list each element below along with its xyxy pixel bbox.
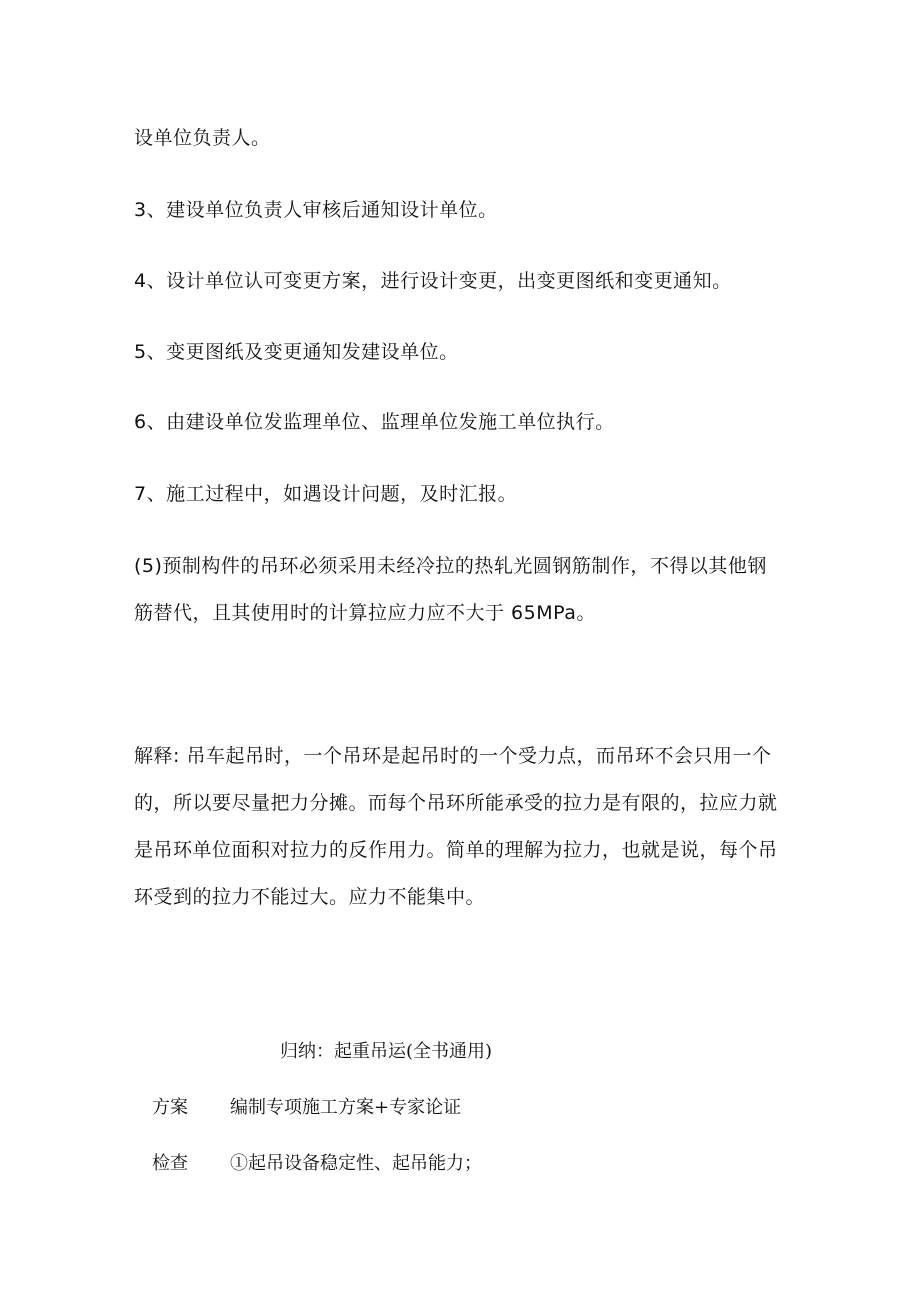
explanation-line: 是吊环单位面积对拉力的反作用力。简单的理解为拉力，也就是说，每个吊 [134, 839, 778, 861]
explanation-paragraph [134, 744, 794, 932]
summary-row-plan [0, 1096, 920, 1120]
explanation-line: 环受到的拉力不能过大。应力不能集中。 [134, 886, 486, 908]
body-line-step-4: 4、设计单位认可变更方案，进行设计变更，出变更图纸和变更通知。 [134, 270, 732, 292]
body-line-step-6: 6、由建设单位发监理单位、监理单位发施工单位执行。 [134, 411, 615, 433]
summary-row-label: 检查 [152, 1153, 188, 1174]
summary-title: 归纳：起重吊运(全书通用) [280, 1041, 493, 1062]
summary-row-value: 编制专项施工方案+专家论证 [230, 1097, 462, 1118]
explanation-line: 的，所以要尽量把力分摊。而每个吊环所能承受的拉力是有限的，拉应力就 [134, 792, 778, 814]
body-line-step-5: 5、变更图纸及变更通知发建设单位。 [134, 341, 459, 363]
clause-5-line: (5)预制构件的吊环必须采用未经冷拉的热轧光圆钢筋制作，不得以其他钢 [134, 555, 767, 577]
summary-row-label: 方案 [152, 1097, 188, 1118]
explanation-line: 解释: 吊车起吊时，一个吊环是起吊时的一个受力点，而吊环不会只用一个 [134, 745, 772, 767]
summary-row-check [0, 1152, 920, 1176]
body-line-step-7: 7、施工过程中，如遇设计问题，及时汇报。 [134, 483, 518, 505]
body-line-continuation: 设单位负责人。 [134, 127, 271, 149]
clause-5-paragraph [134, 554, 794, 648]
summary-row-value: ①起吊设备稳定性、起吊能力； [230, 1153, 482, 1174]
body-line-step-3: 3、建设单位负责人审核后通知设计单位。 [134, 199, 498, 221]
clause-5-line: 筋替代，且其使用时的计算拉应力应不大于 65MPa。 [134, 602, 596, 624]
